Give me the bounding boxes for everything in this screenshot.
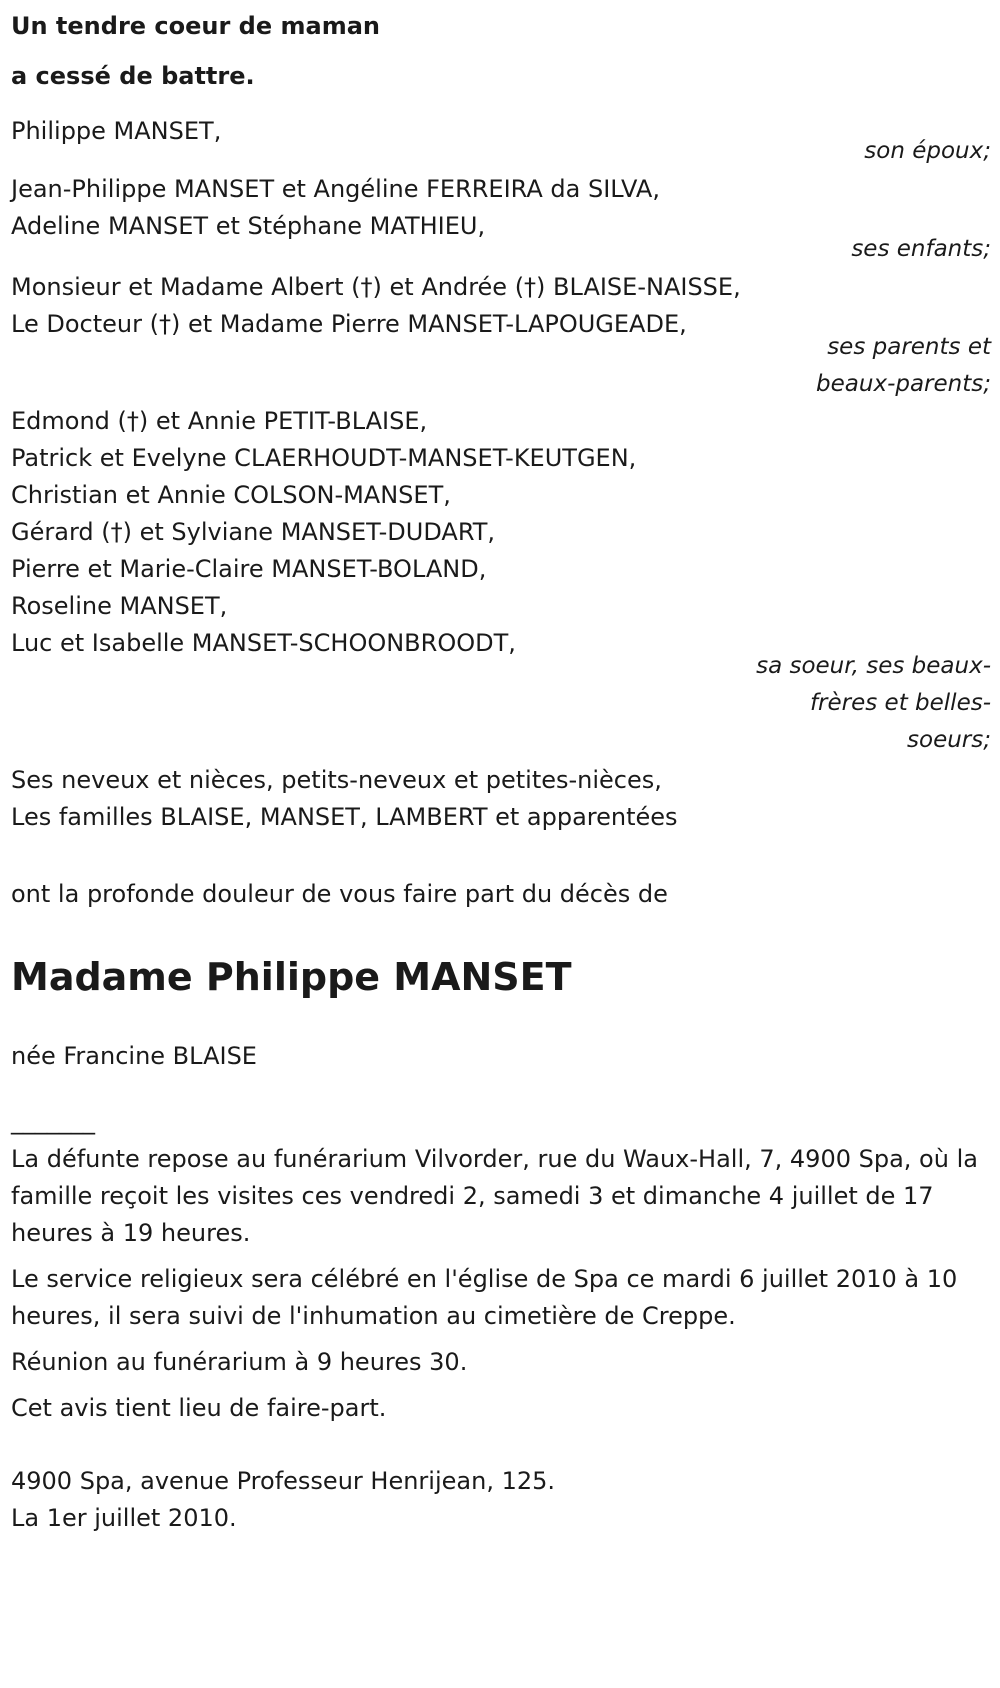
extended-family-line: Les familles BLAISE, MANSET, LAMBERT et apparentées — [11, 803, 678, 831]
family-name-line: Christian et Annie COLSON-MANSET, — [11, 481, 451, 509]
family-name-line: Monsieur et Madame Albert (†) et Andrée (†) BLAISE-NAISSE, — [11, 273, 741, 301]
maiden-name: née Francine BLAISE — [11, 1042, 257, 1070]
relation-label: ses parents et — [827, 334, 991, 360]
family-group-spouse — [11, 111, 991, 171]
relation-label: beaux-parents; — [816, 371, 991, 397]
heading-line-1: Un tendre coeur de maman — [11, 12, 380, 40]
closing-info — [11, 1463, 991, 1537]
family-name-line: Jean-Philippe MANSET et Angéline FERREIRA da SILVA, — [11, 175, 660, 203]
relation-label: son époux; — [864, 138, 991, 164]
obituary-notice — [11, 0, 991, 1537]
family-name-line: Patrick et Evelyne CLAERHOUDT-MANSET-KEUTGEN, — [11, 444, 637, 472]
heading-line-2: a cessé de battre. — [11, 62, 255, 90]
funeral-details — [11, 1141, 991, 1427]
extended-family-line: Ses neveux et nièces, petits-neveux et petites-nièces, — [11, 766, 662, 794]
date-line: La 1er juillet 2010. — [11, 1504, 237, 1532]
details-paragraph: La défunte repose au funérarium Vilvorder, rue du Waux-Hall, 7, 4900 Spa, où la famille reçoit les visites ces vendredi 2, samedi 3 et dimanche 4 juillet de 17 heures à 19 heures. — [11, 1145, 978, 1247]
relation-label: frères et belles- — [809, 690, 991, 716]
relation-label: sa soeur, ses beaux- — [756, 653, 991, 679]
family-name-line: Philippe MANSET, — [11, 117, 222, 145]
family-name-line: Luc et Isabelle MANSET-SCHOONBROODT, — [11, 629, 516, 657]
details-paragraph: Le service religieux sera célébré en l'église de Spa ce mardi 6 juillet 2010 à 10 heures, il sera suivi de l'inhumation au cimetière de Creppe. — [11, 1265, 958, 1330]
family-name-line: Pierre et Marie-Claire MANSET-BOLAND, — [11, 555, 487, 583]
opening-heading — [11, 1, 991, 101]
relation-label: ses enfants; — [851, 236, 991, 262]
family-group-parents — [11, 267, 991, 404]
family-name-line: Le Docteur (†) et Madame Pierre MANSET-LAPOUGEADE, — [11, 310, 687, 338]
separator-line: _______ — [11, 1107, 95, 1135]
details-paragraph: Cet avis tient lieu de faire-part. — [11, 1394, 387, 1422]
family-name-line: Edmond (†) et Annie PETIT-BLAISE, — [11, 407, 428, 435]
family-name-line: Gérard (†) et Sylviane MANSET-DUDART, — [11, 518, 496, 546]
family-group-children — [11, 169, 991, 269]
family-name-line: Adeline MANSET et Stéphane MATHIEU, — [11, 212, 486, 240]
deceased-name: Madame Philippe MANSET — [11, 955, 572, 999]
details-paragraph: Réunion au funérarium à 9 heures 30. — [11, 1348, 468, 1376]
family-name-line: Roseline MANSET, — [11, 592, 228, 620]
announcement-text: ont la profonde douleur de vous faire part du décès de — [11, 880, 668, 908]
relation-label: soeurs; — [907, 727, 991, 753]
family-group-siblings — [11, 401, 991, 760]
address-line: 4900 Spa, avenue Professeur Henrijean, 125. — [11, 1467, 556, 1495]
extended-family — [11, 760, 991, 837]
